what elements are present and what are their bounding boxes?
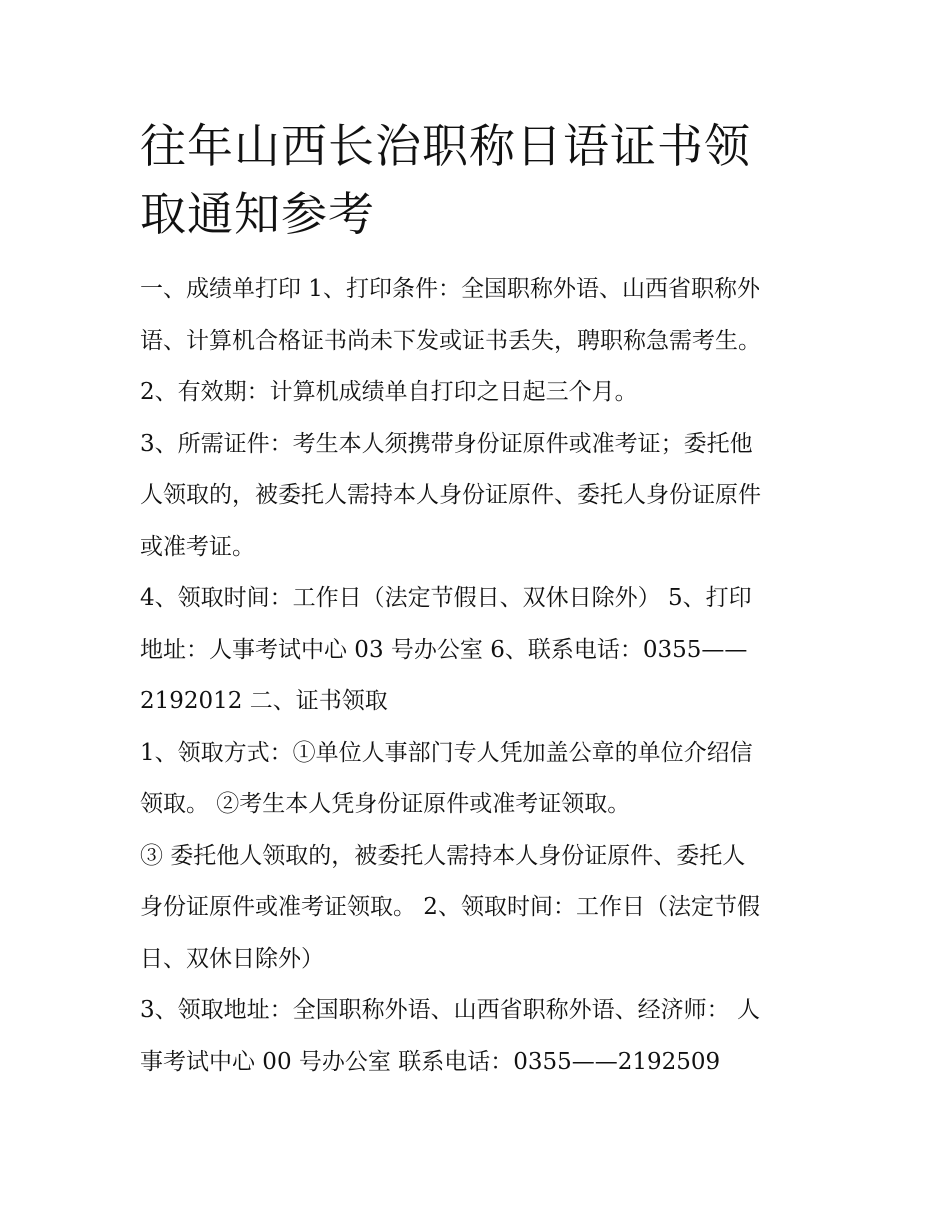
document-content xyxy=(140,112,820,1088)
body-line: 日、双休日除外） xyxy=(140,945,324,972)
body-line: 人领取的，被委托人需持本人身份证原件、委托人身份证原件 xyxy=(140,482,761,508)
body-line: 身份证原件或准考证领取。 2、领取时间：工作日（法定节假 xyxy=(140,894,760,920)
body-line: 领取。 ②考生本人凭身份证原件或准考证领取。 xyxy=(140,791,631,817)
body-line: 4、领取时间：工作日（法定节假日、双休日除外） 5、打印 xyxy=(140,585,752,611)
body-line: 或准考证。 xyxy=(140,533,255,560)
document-body xyxy=(140,264,820,1088)
body-line: 2、有效期：计算机成绩单自打印之日起三个月。 xyxy=(140,379,638,405)
document-title xyxy=(140,112,820,248)
body-line: 事考试中心 00 号办公室 联系电话：0355——2192509 xyxy=(140,1048,721,1075)
body-line: 3、所需证件：考生本人须携带身份证原件或准考证；委托他 xyxy=(140,430,753,457)
body-line: 3、领取地址：全国职称外语、山西省职称外语、经济师： 人 xyxy=(140,997,760,1023)
body-line: 一、成绩单打印 1、打印条件：全国职称外语、山西省职称外 xyxy=(140,276,760,302)
body-line: 语、计算机合格证书尚未下发或证书丢失，聘职称急需考生。 xyxy=(140,327,761,354)
title-line: 取通知参考 xyxy=(140,187,375,241)
body-line: 2192012 二、证书领取 xyxy=(140,688,388,714)
body-line: 地址：人事考试中心 03 号办公室 6、联系电话：0355—— xyxy=(140,636,748,663)
title-line: 往年山西长治职称日语证书领 xyxy=(140,119,751,173)
body-line: ③ 委托他人领取的，被委托人需持本人身份证原件、委托人 xyxy=(140,842,746,869)
body-line: 1、领取方式：①单位人事部门专人凭加盖公章的单位介绍信 xyxy=(140,739,753,766)
